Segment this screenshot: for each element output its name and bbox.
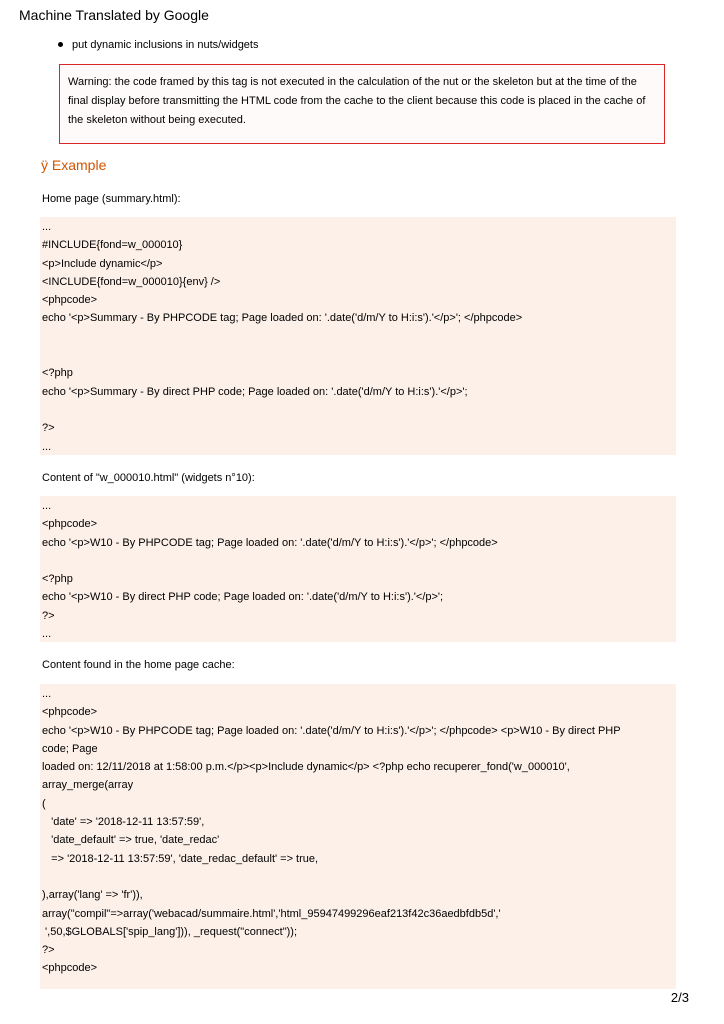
page-header: Machine Translated by Google	[19, 7, 209, 23]
code-line: ...	[42, 440, 52, 453]
code-line: <?php	[42, 367, 73, 380]
code-line: => '2018-12-11 13:57:59', 'date_redac_default' => true,	[42, 852, 319, 865]
code-line: ?>	[42, 609, 55, 622]
code-line: (	[42, 797, 46, 810]
bullet-list	[58, 38, 258, 52]
code-line	[42, 868, 674, 886]
code-line: <?php	[42, 573, 73, 586]
code-line: echo '<p>W10 - By PHPCODE tag; Page loaded on: '.date('d/m/Y to H:i:s').'</p>'; </phpcode> <p>W10 - By direct PHP	[42, 724, 621, 737]
code-line: <phpcode>	[42, 294, 98, 307]
code-line: echo '<p>Summary - By direct PHP code; Page loaded on: '.date('d/m/Y to H:i:s').'</p>';	[42, 385, 468, 398]
code-line: <p>Include dynamic</p>	[42, 257, 163, 270]
code-line: <phpcode>	[42, 706, 98, 719]
code-line: <INCLUDE{fond=w_000010}{env} />	[42, 275, 221, 288]
code-line	[42, 328, 674, 346]
widget-label: Content of "w_000010.html" (widgets n°10):	[42, 472, 255, 484]
code-line: echo '<p>W10 - By direct PHP code; Page loaded on: '.date('d/m/Y to H:i:s').'</p>';	[42, 591, 444, 604]
code-line: echo '<p>Summary - By PHPCODE tag; Page loaded on: '.date('d/m/Y to H:i:s').'</p>'; </phpcode>	[42, 312, 523, 325]
code-line: ?>	[42, 944, 55, 957]
cache-label: Content found in the home page cache:	[42, 659, 235, 671]
code-line	[42, 401, 674, 419]
code-line: code; Page	[42, 742, 98, 755]
list-item	[58, 38, 258, 52]
home-page-label: Home page (summary.html):	[42, 193, 181, 205]
code-line: 'date' => '2018-12-11 13:57:59',	[42, 816, 205, 829]
code-line	[42, 346, 674, 364]
page-number: 2/3	[670, 990, 689, 1005]
code-line: loaded on: 12/11/2018 at 1:58:00 p.m.</p><p>Include dynamic</p> <?php echo recuperer_fond('w_000010',	[42, 761, 570, 774]
widget-code-block	[40, 496, 676, 642]
code-line: ),array('lang' => 'fr')),	[42, 889, 143, 902]
code-line: 'date_default' => true, 'date_redac'	[42, 834, 220, 847]
code-line: ...	[42, 628, 52, 641]
code-line: echo '<p>W10 - By PHPCODE tag; Page loaded on: '.date('d/m/Y to H:i:s').'</p>'; </phpcode>	[42, 536, 498, 549]
code-line: ...	[42, 221, 52, 233]
home-code-block	[40, 217, 676, 455]
section-title: ÿ Example	[41, 157, 107, 173]
code-line	[42, 552, 674, 570]
code-line: #INCLUDE{fond=w_000010}	[42, 239, 183, 252]
cache-code-block	[40, 684, 676, 989]
code-line: ?>	[42, 422, 55, 435]
code-line: array_merge(array	[42, 779, 134, 792]
warning-text: Warning: the code framed by this tag is not executed in the calculation of the nut or the skeleton but at the time of the final display before transmitting the HTML code from the cache to the client because this code is placed in the cache of the skeleton without being executed.	[68, 76, 646, 126]
bullet-dot-icon	[58, 42, 63, 47]
list-item-text: put dynamic inclusions in nuts/widgets	[72, 39, 259, 51]
code-line: ',50,$GLOBALS['spip_lang'])), _request("connect"));	[42, 925, 298, 938]
warning-box	[59, 64, 665, 144]
code-line: ...	[42, 500, 52, 512]
code-line: <phpcode>	[42, 518, 98, 531]
code-line: array("compil"=>array('webacad/summaire.html','html_95947499296eaf213f42c36aedbfdb5d','	[42, 907, 501, 920]
code-line: ...	[42, 688, 52, 700]
code-line: <phpcode>	[42, 962, 98, 975]
